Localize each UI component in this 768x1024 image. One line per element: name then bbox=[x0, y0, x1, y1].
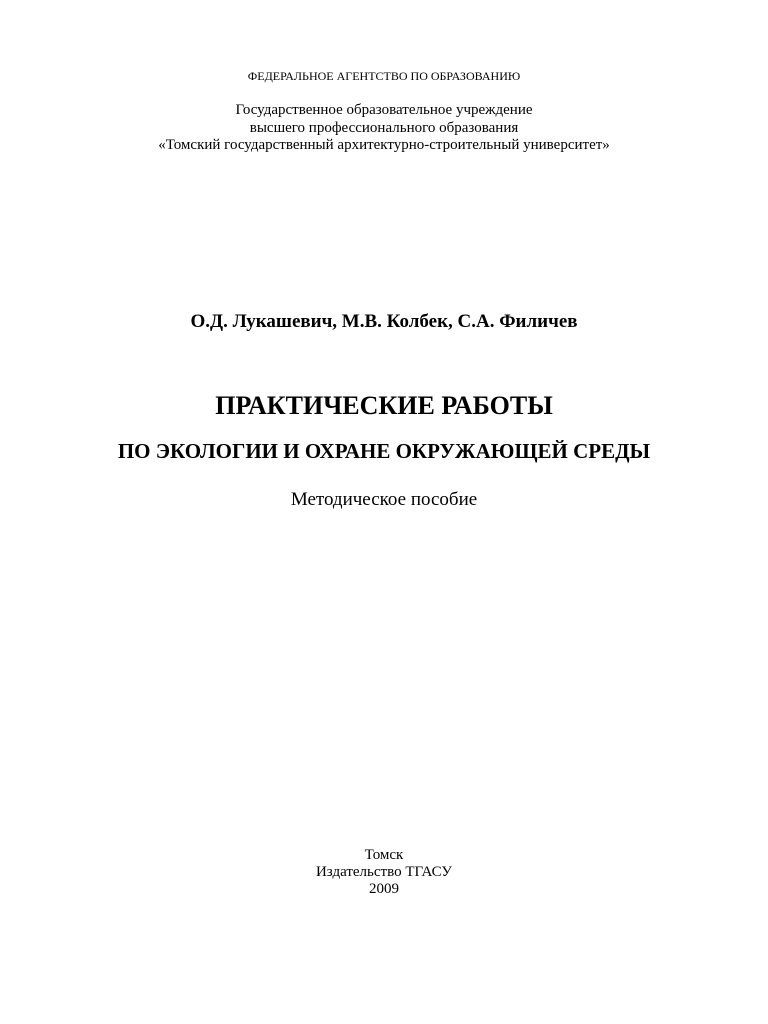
document-type: Методическое пособие bbox=[290, 489, 478, 510]
imprint-year: 2009 bbox=[369, 881, 399, 897]
document-title: ПРАКТИЧЕСКИЕ РАБОТЫ bbox=[215, 391, 553, 420]
document-subtitle: ПО ЭКОЛОГИИ И ОХРАНЕ ОКРУЖАЮЩЕЙ СРЕДЫ bbox=[117, 439, 651, 463]
institution-line-2: высшего профессионального образования bbox=[249, 120, 519, 136]
authors: О.Д. Лукашевич, М.В. Колбек, С.А. Филичев bbox=[190, 311, 578, 332]
agency-name: ФЕДЕРАЛЬНОЕ АГЕНТСТВО ПО ОБРАЗОВАНИЮ bbox=[247, 69, 521, 83]
imprint-publisher: Издательство ТГАСУ bbox=[315, 864, 453, 880]
institution-line-3: «Томский государственный архитектурно-строительный университет» bbox=[158, 137, 610, 153]
institution-line-1: Государственное образовательное учреждение bbox=[235, 102, 533, 118]
imprint-city: Томск bbox=[364, 847, 404, 863]
